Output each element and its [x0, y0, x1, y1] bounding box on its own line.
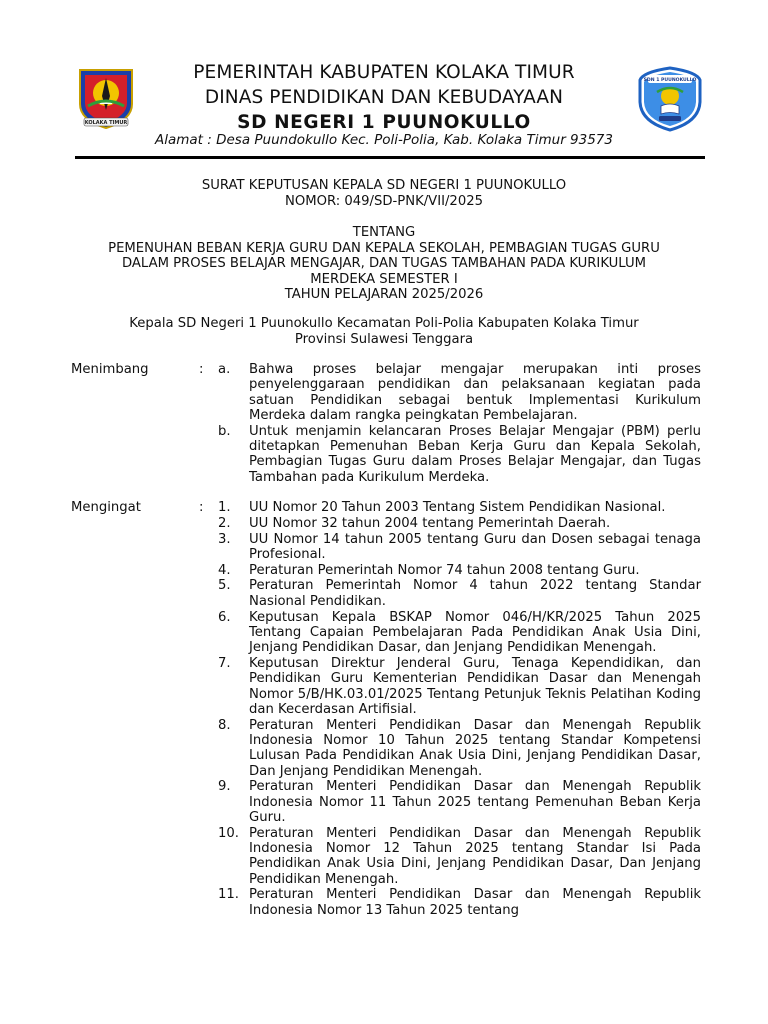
school-shield-emblem-icon	[637, 66, 703, 132]
svg-text:KOLAKA TIMUR: KOLAKA TIMUR	[84, 120, 128, 127]
menimbang-list	[71, 362, 701, 485]
section-mengingat	[71, 500, 701, 918]
list-item-text: UU Nomor 14 tahun 2005 tentang Guru dan Dosen sebagai tenaga Profesional.	[249, 531, 701, 562]
list-item-number: 8.	[218, 717, 231, 733]
list-item	[71, 779, 701, 825]
agency-name: DINAS PENDIDIKAN DAN KEBUDAYAAN	[204, 87, 564, 108]
decree-subject-line-3: MERDEKA SEMESTER I	[310, 271, 458, 287]
list-item-number: 10.	[218, 825, 239, 841]
section-label: Mengingat	[71, 500, 141, 515]
list-item-text: Keputusan Direktur Jenderal Guru, Tenaga Kependidikan, dan Pendidikan Guru Kementerian Pendidikan Dasar dan Menengah Nomor 5/B/HK.03.01/2025 Tentang Petunjuk Teknis Pelatihan Koding dan Kecerdasan Artifisial.	[249, 655, 701, 717]
list-item-text: Peraturan Pemerintah Nomor 4 tahun 2022 tentang Standar Nasional Pendidikan.	[249, 578, 701, 609]
list-item	[71, 516, 701, 531]
section-label: Menimbang	[71, 362, 149, 377]
decree-type: SURAT KEPUTUSAN KEPALA SD NEGERI 1 PUUNOKULLO	[201, 178, 567, 193]
list-item	[71, 826, 701, 887]
list-item	[71, 424, 701, 485]
decree-subject-line-2: DALAM PROSES BELAJAR MENGAJAR, DAN TUGAS TAMBAHAN PADA KURIKULUM	[121, 256, 646, 271]
list-item-text: UU Nomor 20 Tahun 2003 Tentang Sistem Pendidikan Nasional.	[249, 500, 666, 515]
list-item	[71, 500, 701, 515]
school-name: SD NEGERI 1 PUUNOKULLO	[237, 112, 531, 133]
list-item-text: Untuk menjamin kelancaran Proses Belajar Mengajar (PBM) perlu ditetapkan Pemenuhan Beban Kerja Guru dan Kepala Sekolah, Pembagian Tugas Guru dalam Proses Belajar Mengajar, dan Tugas Tambahan pada Kurikulum Merdeka.	[249, 423, 701, 485]
list-item-text: Peraturan Menteri Pendidikan Dasar dan Menengah Republik Indonesia Nomor 13 Tahun 2025 tentang	[249, 887, 701, 918]
list-item	[71, 532, 701, 563]
list-item	[71, 563, 701, 578]
mengingat-list	[71, 500, 701, 918]
list-item-number: 1.	[218, 500, 231, 515]
school-address: Alamat : Desa Puundokullo Kec. Poli-Polia, Kab. Kolaka Timur 93573	[154, 132, 613, 148]
list-item	[71, 718, 701, 779]
list-item-number: 4.	[218, 562, 231, 578]
list-item	[71, 362, 701, 423]
list-item-text: Keputusan Kepala BSKAP Nomor 046/H/KR/2025 Tahun 2025 Tentang Capaian Pembelajaran Pada Pendidikan Anak Usia Dini, Jenjang Pendidikan Dasar, dan Jenjang Pendidikan Menengah.	[249, 609, 701, 656]
about-label: TENTANG	[352, 225, 416, 240]
list-item-number: 2.	[218, 515, 231, 531]
section-colon: :	[199, 500, 204, 515]
government-name: PEMERINTAH KABUPATEN KOLAKA TIMUR	[193, 62, 575, 83]
letterhead-divider	[75, 156, 705, 159]
letterhead	[0, 56, 768, 156]
decree-number: NOMOR: 049/SD-PNK/VII/2025	[284, 193, 483, 209]
list-item-number: a.	[218, 362, 231, 377]
section-menimbang	[71, 362, 701, 485]
kolaka-timur-regency-emblem-icon	[76, 66, 136, 130]
svg-text:SDN 1 PUUNOKULLO: SDN 1 PUUNOKULLO	[643, 78, 697, 83]
letterhead-text	[150, 60, 618, 136]
list-item-number: b.	[218, 423, 231, 439]
list-item-text: Peraturan Pemerintah Nomor 74 tahun 2008 tentang Guru.	[249, 562, 640, 578]
authority-line-2: Provinsi Sulawesi Tenggara	[294, 331, 474, 347]
issuing-authority	[80, 316, 688, 347]
list-item-text: Peraturan Menteri Pendidikan Dasar dan Menengah Republik Indonesia Nomor 12 Tahun 2025 tentang Standar Isi Pada Pendidikan Anak Usia Dini, Jenjang Pendidikan Dasar, Dan Jenjang Pendidikan Menengah.	[249, 825, 701, 887]
list-item	[71, 887, 701, 918]
list-item	[71, 656, 701, 717]
section-colon: :	[199, 362, 204, 377]
academic-year: TAHUN PELAJARAN 2025/2026	[284, 287, 484, 302]
list-item-number: 7.	[218, 655, 231, 671]
list-item-text: UU Nomor 32 tahun 2004 tentang Pemerintah Daerah.	[249, 515, 611, 531]
list-item-number: 11.	[218, 887, 239, 903]
decree-subject-line-1: PEMENUHAN BEBAN KERJA GURU DAN KEPALA SEKOLAH, PEMBAGIAN TUGAS GURU	[108, 240, 660, 256]
authority-line-1: Kepala SD Negeri 1 Puunokullo Kecamatan Poli-Polia Kabupaten Kolaka Timur	[129, 316, 639, 331]
list-item-text: Bahwa proses belajar mengajar merupakan inti proses penyelenggaraan pendidikan dan pelaksanaan kegiatan pada satuan Pendidikan sebagai bentuk Implementasi Kurikulum Merdeka dalam rangka peingkatan Pembelajaran.	[249, 362, 701, 423]
list-item-text: Peraturan Menteri Pendidikan Dasar dan Menengah Republik Indonesia Nomor 11 Tahun 2025 tentang Pemenuhan Beban Kerja Guru.	[249, 779, 701, 825]
list-item-text: Peraturan Menteri Pendidikan Dasar dan Menengah Republik Indonesia Nomor 10 Tahun 2025 tentang Standar Kompetensi Lulusan Pada Pendidikan Anak Usia Dini, Jenjang Pendidikan Dasar, Dan Jenjang Pendidikan Menengah.	[249, 717, 701, 779]
list-item-number: 6.	[218, 609, 231, 625]
list-item-number: 9.	[218, 779, 231, 795]
list-item	[71, 610, 701, 656]
list-item-number: 3.	[218, 531, 231, 547]
decree-title	[60, 178, 708, 303]
list-item-number: 5.	[218, 578, 231, 594]
list-item	[71, 578, 701, 609]
